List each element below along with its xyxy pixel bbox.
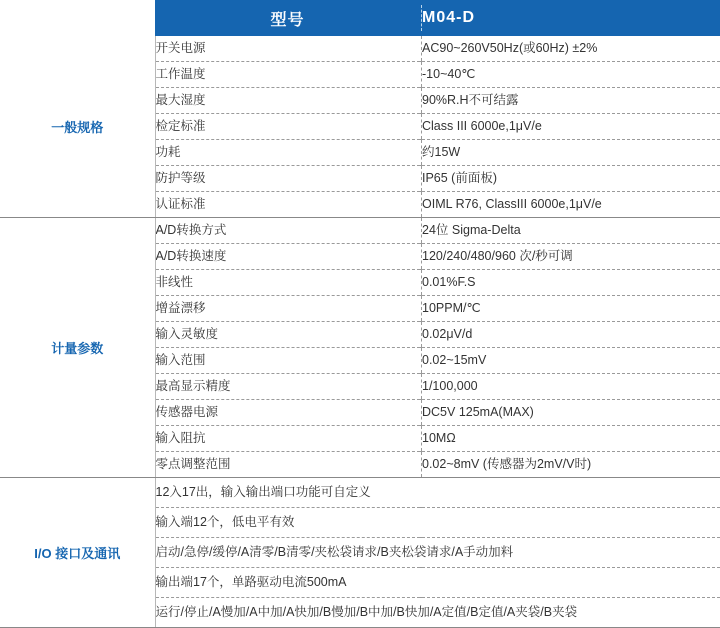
spec-key: 最高显示精度 <box>155 374 420 400</box>
io-spec-text: 运行/停止/A慢加/A中加/A快加/B慢加/B中加/B快加/A定值/B定值/A夹袋/B夹袋 <box>155 598 720 628</box>
spec-key: 最大湿度 <box>155 88 420 114</box>
table-row <box>0 218 720 244</box>
spec-value: -10~40℃ <box>422 62 720 88</box>
group-label-metrology: 计量参数 <box>0 218 155 478</box>
spec-value: 0.01%F.S <box>422 270 720 296</box>
io-spec-text: 启动/急停/缓停/A清零/B清零/夹松袋请求/B夹松袋请求/A手动加料 <box>155 538 720 568</box>
spec-key: 认证标准 <box>155 192 420 218</box>
spec-value: 90%R.H不可结露 <box>422 88 720 114</box>
spec-key: 零点调整范围 <box>155 452 420 478</box>
spec-key: 增益漂移 <box>155 296 420 322</box>
io-spec-text: 输入端12个，低电平有效 <box>155 508 720 538</box>
table-header-row <box>0 0 720 36</box>
spec-key: 功耗 <box>155 140 420 166</box>
spec-value: 1/100,000 <box>422 374 720 400</box>
spec-value: 0.02~8mV (传感器为2mV/V时) <box>422 452 720 478</box>
spec-value: DC5V 125mA(MAX) <box>422 400 720 426</box>
header-model-label: 型号 <box>155 0 420 36</box>
spec-value: 24位 Sigma-Delta <box>422 218 720 244</box>
spec-key: 传感器电源 <box>155 400 420 426</box>
spec-value: 约15W <box>422 140 720 166</box>
spec-key: 工作温度 <box>155 62 420 88</box>
spec-key: 检定标准 <box>155 114 420 140</box>
spec-key: A/D转换速度 <box>155 244 420 270</box>
spec-key: A/D转换方式 <box>155 218 420 244</box>
group-label-general: 一般规格 <box>0 36 155 218</box>
spec-value: Class III 6000e,1μV/e <box>422 114 720 140</box>
spec-key: 非线性 <box>155 270 420 296</box>
io-spec-text: 输出端17个，单路驱动电流500mA <box>155 568 720 598</box>
spec-key: 输入阻抗 <box>155 426 420 452</box>
spec-value: 10PPM/℃ <box>422 296 720 322</box>
spec-key: 防护等级 <box>155 166 420 192</box>
spec-key: 输入灵敏度 <box>155 322 420 348</box>
spec-value: 0.02μV/d <box>422 322 720 348</box>
spec-value: IP65 (前面板) <box>422 166 720 192</box>
header-model-value: M04-D <box>422 0 720 36</box>
spec-value: OIML R76, ClassIII 6000e,1μV/e <box>422 192 720 218</box>
table-row <box>0 36 720 62</box>
header-blank-cell <box>0 0 155 36</box>
spec-value: 120/240/480/960 次/秒可调 <box>422 244 720 270</box>
spec-key: 输入范围 <box>155 348 420 374</box>
spec-value: 10MΩ <box>422 426 720 452</box>
spec-value: 0.02~15mV <box>422 348 720 374</box>
table-row <box>0 478 720 508</box>
group-label-io: I/O 接口及通讯 <box>0 478 155 628</box>
spec-value: AC90~260V50Hz(或60Hz) ±2% <box>422 36 720 62</box>
io-spec-text: 12入17出，输入输出端口功能可自定义 <box>155 478 720 508</box>
spec-key: 开关电源 <box>155 36 420 62</box>
